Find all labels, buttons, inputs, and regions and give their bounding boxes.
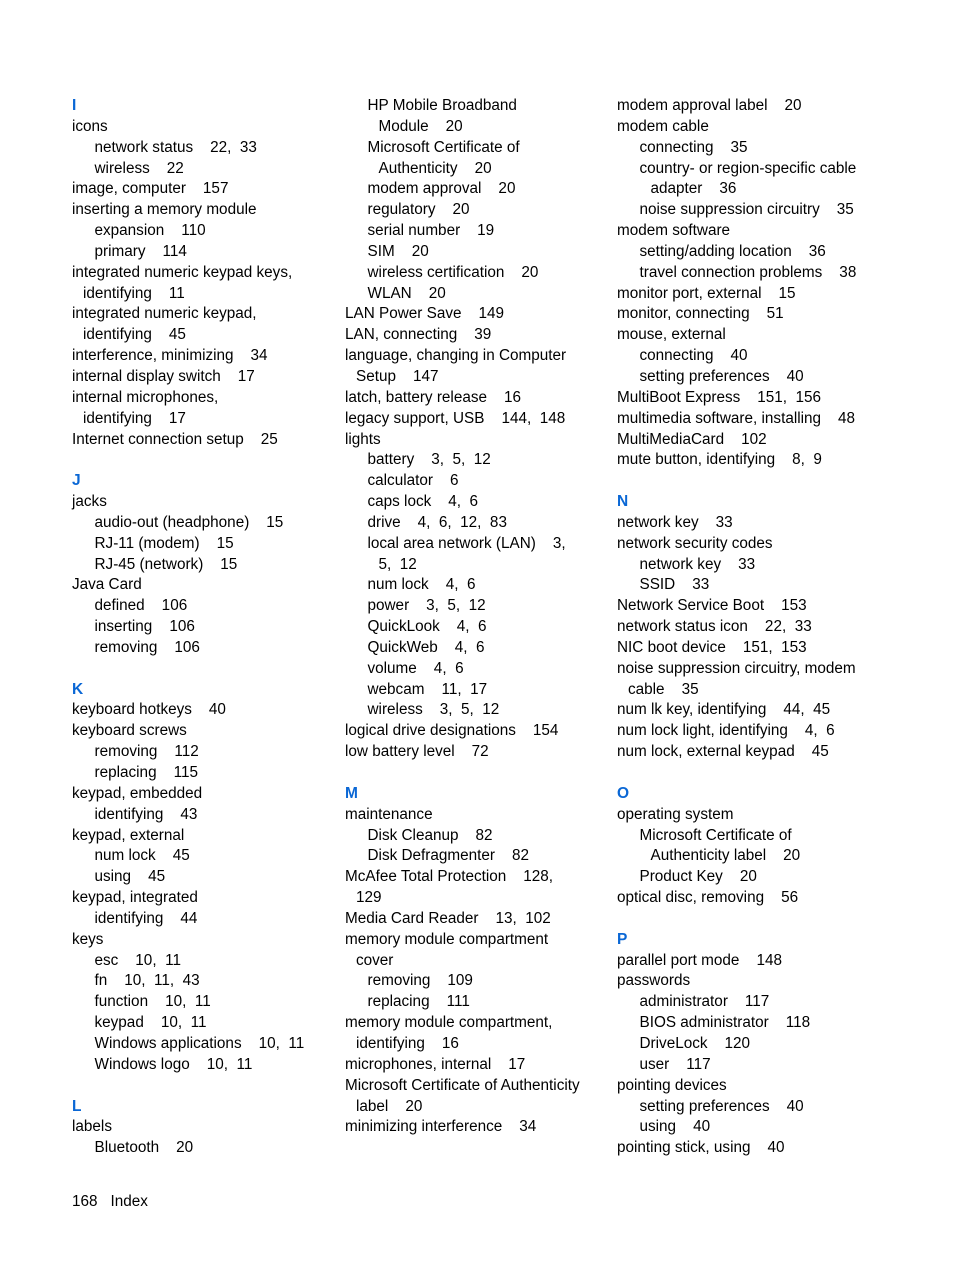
index-subentry: setting preferences 40 — [639, 367, 804, 385]
index-subentry: RJ-45 (network) 15 — [94, 555, 238, 573]
index-subentry: regulatory 20 — [367, 201, 470, 219]
index-subentry: calculator 6 — [367, 472, 459, 490]
index-subentry: WLAN 20 — [367, 284, 446, 302]
index-subentry: user 117 — [639, 1055, 711, 1073]
index-subentry: expansion 110 — [94, 222, 206, 240]
index-entry: Java Card — [72, 576, 142, 594]
section-gap — [617, 763, 877, 784]
index-entry: MultiBoot Express 151, 156 — [617, 388, 822, 406]
index-subentry: caps lock 4, 6 — [367, 493, 479, 511]
index-subentry: primary 114 — [94, 242, 187, 260]
index-entry-continuation: Authenticity label 20 — [650, 847, 801, 865]
index-subentry: identifying 44 — [94, 909, 198, 927]
index-entry: lights — [345, 430, 381, 448]
index-entry: latch, battery release 16 — [345, 388, 522, 406]
index-subentry: esc 10, 11 — [94, 951, 181, 969]
index-letter-heading: N — [617, 493, 629, 511]
index-entry: pointing stick, using 40 — [617, 1139, 785, 1157]
index-entry: mute button, identifying 8, 9 — [617, 451, 822, 469]
index-entry: modem approval label 20 — [617, 97, 802, 114]
index-entry: logical drive designations 154 — [345, 722, 559, 740]
index-subentry: drive 4, 6, 12, 83 — [367, 513, 507, 531]
index-subentry: wireless 22 — [94, 159, 184, 177]
index-letter-heading: O — [617, 784, 630, 802]
section-gap — [72, 659, 337, 680]
index-subentry: administrator 117 — [639, 993, 770, 1011]
index-letter-heading: P — [617, 930, 628, 948]
index-entry-continuation: cover — [356, 951, 394, 969]
index-subentry: QuickWeb 4, 6 — [367, 638, 485, 656]
index-subentry: battery 3, 5, 12 — [367, 451, 491, 469]
index-subentry: power 3, 5, 12 — [367, 597, 486, 615]
index-letter-heading: J — [72, 472, 81, 490]
index-entry: LAN, connecting 39 — [345, 326, 492, 344]
index-subentry: modem approval 20 — [367, 180, 516, 198]
index-entry-continuation: identifying 11 — [83, 284, 185, 302]
index-subentry: keypad 10, 11 — [94, 1014, 207, 1032]
index-entry: network status icon 22, 33 — [617, 618, 812, 636]
index-entry-continuation: 5, 12 — [378, 555, 417, 573]
index-subentry: Microsoft Certificate of — [367, 138, 520, 156]
index-column-2 — [345, 96, 610, 1138]
index-entry: num lk key, identifying 44, 45 — [617, 701, 831, 719]
index-entry: integrated numeric keypad, — [72, 305, 257, 323]
index-entry-continuation: Setup 147 — [356, 367, 439, 385]
index-entry: network key 33 — [617, 513, 733, 531]
index-subentry: SSID 33 — [639, 576, 710, 594]
index-entry: internal microphones, — [72, 388, 219, 406]
index-subentry: RJ-11 (modem) 15 — [94, 534, 234, 552]
index-subentry: num lock 45 — [94, 847, 190, 865]
index-subentry: audio-out (headphone) 15 — [94, 513, 284, 531]
index-entry: keyboard hotkeys 40 — [72, 701, 226, 719]
index-subentry: connecting 35 — [639, 138, 748, 156]
page-number: 168 — [72, 1193, 98, 1210]
index-subentry: replacing 111 — [367, 993, 470, 1011]
index-subentry: wireless certification 20 — [367, 263, 539, 281]
page-footer — [72, 1192, 148, 1212]
index-entry: num lock, external keypad 45 — [617, 743, 829, 761]
index-entry: monitor, connecting 51 — [617, 305, 784, 323]
index-entry: keypad, embedded — [72, 784, 203, 802]
index-entry: microphones, internal 17 — [345, 1055, 526, 1073]
index-entry-continuation: adapter 36 — [650, 180, 737, 198]
index-entry: pointing devices — [617, 1076, 727, 1094]
index-entry-continuation: Module 20 — [378, 117, 463, 135]
index-subentry: travel connection problems 38 — [639, 263, 857, 281]
index-entry: LAN Power Save 149 — [345, 305, 505, 323]
index-entry: multimedia software, installing 48 — [617, 409, 856, 427]
index-entry: modem software — [617, 222, 731, 240]
index-subentry: Product Key 20 — [639, 868, 757, 886]
index-subentry: Disk Defragmenter 82 — [367, 847, 530, 865]
index-subentry: setting/adding location 36 — [639, 242, 826, 260]
index-letter-heading: M — [345, 784, 358, 802]
index-subentry: DriveLock 120 — [639, 1034, 751, 1052]
index-entry: MultiMediaCard 102 — [617, 430, 767, 448]
index-subentry: fn 10, 11, 43 — [94, 972, 200, 990]
index-subentry: noise suppression circuitry 35 — [639, 201, 854, 219]
index-entry: noise suppression circuitry, modem — [617, 659, 856, 677]
index-subentry: Bluetooth 20 — [94, 1139, 194, 1157]
index-subentry: setting preferences 40 — [639, 1097, 804, 1115]
index-entry: memory module compartment — [345, 930, 549, 948]
index-entry: maintenance — [345, 805, 433, 823]
index-subentry: removing 109 — [367, 972, 473, 990]
index-entry-continuation: identifying 16 — [356, 1034, 459, 1052]
index-entry: mouse, external — [617, 326, 726, 344]
index-entry: keypad, external — [72, 826, 185, 844]
index-entry: McAfee Total Protection 128, — [345, 868, 554, 886]
index-entry: minimizing interference 34 — [345, 1118, 537, 1136]
index-entry: language, changing in Computer — [345, 347, 567, 365]
index-entry: jacks — [72, 493, 107, 511]
index-subentry: removing 112 — [94, 743, 199, 761]
index-subentry: inserting 106 — [94, 618, 195, 636]
index-entry: low battery level 72 — [345, 743, 489, 761]
index-subentry: num lock 4, 6 — [367, 576, 476, 594]
index-entry: memory module compartment, — [345, 1014, 553, 1032]
index-entry: inserting a memory module — [72, 201, 257, 219]
index-entry: image, computer 157 — [72, 180, 229, 198]
index-letter-heading: K — [72, 680, 84, 698]
index-subentry: defined 106 — [94, 597, 188, 615]
index-subentry: local area network (LAN) 3, — [367, 534, 566, 552]
section-gap — [617, 471, 877, 492]
index-entry-continuation: cable 35 — [628, 680, 699, 698]
index-subentry: function 10, 11 — [94, 993, 211, 1011]
index-entry: passwords — [617, 972, 691, 990]
index-entry: network security codes — [617, 534, 773, 552]
index-subentry: wireless 3, 5, 12 — [367, 701, 500, 719]
index-subentry: Microsoft Certificate of — [639, 826, 792, 844]
index-letter-heading: L — [72, 1097, 82, 1115]
index-subentry: SIM 20 — [367, 242, 429, 260]
index-letter-heading: I — [72, 97, 77, 114]
index-entry: Network Service Boot 153 — [617, 597, 807, 615]
index-entry-continuation: 129 — [356, 889, 382, 907]
index-entry: legacy support, USB 144, 148 — [345, 409, 566, 427]
index-subentry: country- or region-specific cable — [639, 159, 857, 177]
index-subentry: serial number 19 — [367, 222, 495, 240]
section-gap — [617, 909, 877, 930]
index-entry: Microsoft Certificate of Authenticity — [345, 1076, 580, 1094]
index-entry: keyboard screws — [72, 722, 187, 740]
index-entry: parallel port mode 148 — [617, 951, 782, 969]
section-name: Index — [110, 1193, 148, 1210]
index-entry: num lock light, identifying 4, 6 — [617, 722, 835, 740]
index-entry: Media Card Reader 13, 102 — [345, 909, 551, 927]
index-entry: icons — [72, 117, 108, 135]
index-column-1 — [72, 96, 337, 1159]
section-gap — [72, 450, 337, 471]
index-subentry: Windows logo 10, 11 — [94, 1055, 253, 1073]
index-subentry: QuickLook 4, 6 — [367, 618, 487, 636]
index-entry: labels — [72, 1118, 112, 1136]
index-entry: modem cable — [617, 117, 709, 135]
index-entry: keys — [72, 930, 104, 948]
index-subentry: using 45 — [94, 868, 166, 886]
index-subentry: network key 33 — [639, 555, 756, 573]
index-subentry: BIOS administrator 118 — [639, 1014, 811, 1032]
index-entry: NIC boot device 151, 153 — [617, 638, 807, 656]
section-gap — [345, 763, 610, 784]
index-subentry: network status 22, 33 — [94, 138, 257, 156]
index-subentry: volume 4, 6 — [367, 659, 464, 677]
index-subentry: replacing 115 — [94, 764, 198, 781]
index-subentry: Windows applications 10, 11 — [94, 1034, 305, 1052]
index-entry: operating system — [617, 805, 734, 823]
index-subentry: HP Mobile Broadband — [367, 97, 517, 114]
index-subentry: using 40 — [639, 1118, 711, 1136]
index-subentry: connecting 40 — [639, 347, 748, 365]
index-entry-continuation: label 20 — [356, 1097, 423, 1115]
index-subentry: removing 106 — [94, 638, 200, 656]
index-subentry: identifying 43 — [94, 805, 198, 823]
index-entry: monitor port, external 15 — [617, 284, 796, 302]
index-subentry: webcam 11, 17 — [367, 680, 488, 698]
index-column-3 — [617, 96, 877, 1159]
index-entry: interference, minimizing 34 — [72, 347, 268, 365]
index-subentry: Disk Cleanup 82 — [367, 826, 493, 844]
index-entry-continuation: Authenticity 20 — [378, 159, 492, 177]
index-entry-continuation: identifying 17 — [83, 409, 186, 427]
index-entry: integrated numeric keypad keys, — [72, 263, 293, 281]
index-entry-continuation: identifying 45 — [83, 326, 186, 344]
index-entry: internal display switch 17 — [72, 367, 255, 385]
index-entry: Internet connection setup 25 — [72, 430, 278, 448]
index-entry: optical disc, removing 56 — [617, 889, 799, 907]
index-entry: keypad, integrated — [72, 889, 198, 907]
section-gap — [72, 1076, 337, 1097]
